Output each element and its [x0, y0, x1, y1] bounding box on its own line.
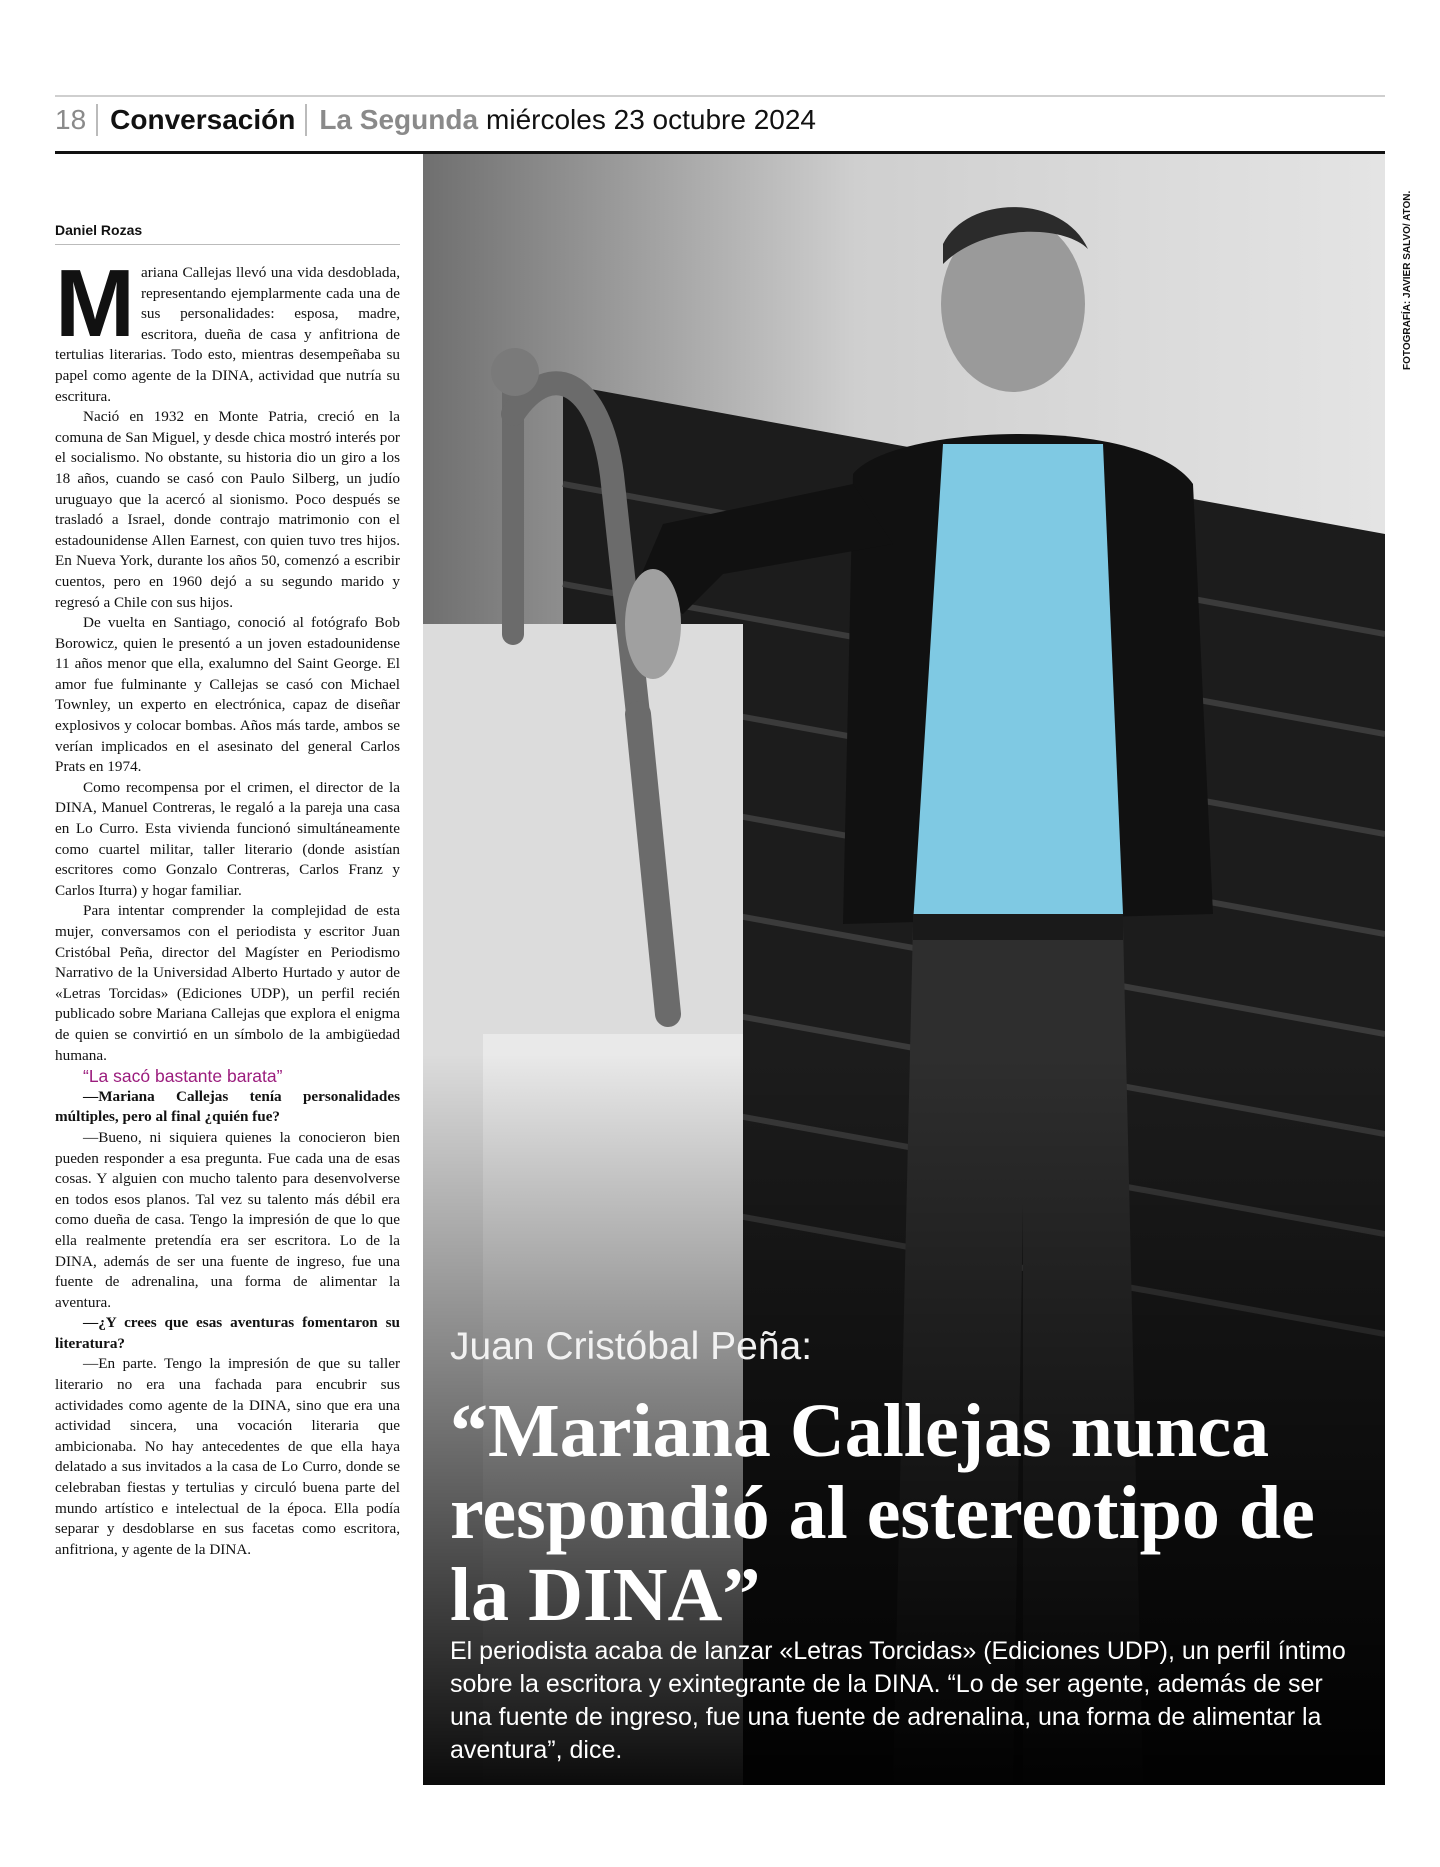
page-number: 18 — [55, 104, 98, 136]
masthead — [55, 100, 816, 140]
article-paragraph: Mariana Callejas llevó una vida desdoblada, representando ejemplarmente cada una de sus personalidades: esposa, madre, escritora, dueña de casa y anfitriona de tertulias literarias. Todo esto, mientras desempeñaba su papel como agente de la DINA, actividad que nutría su escritura. — [55, 250, 400, 405]
article-body — [55, 250, 400, 1560]
section-name: Conversación — [98, 104, 307, 136]
interview-answer: —En parte. Tengo la impresión de que su taller literario no era una fachada para encubrir sus actividades como agente de la DINA, sino que era una actividad sincera, una vocación literaria que ambicionaba. No hay antecedentes de que ella haya delatado a sus invitados a la casa de Lo Curro, donde se celebraban fiestas y tertulias y circuló buena parte del mundo artístico e intelectual de la época. Ella podía separar y desdoblarse en sus facetas como escritora, anfitriona, y agente de la DINA. — [55, 1355, 400, 1558]
dropcap: M — [55, 250, 135, 357]
subhead: “La sacó bastante barata” — [83, 1066, 283, 1087]
interview-question: —Mariana Callejas tenía personalidades múltiples, pero al final ¿quién fue? — [55, 1087, 400, 1126]
newspaper-name: La Segunda — [319, 104, 479, 135]
interview-question: —¿Y crees que esas aventuras fomentaron su literatura? — [55, 1314, 400, 1352]
top-rule — [55, 95, 1385, 97]
article-paragraph: De vuelta en Santiago, conoció al fotógrafo Bob Borowicz, quien le presentó a un joven estadounidense 11 años menor que ella, exalumno del Saint George. El amor fue fulminante y Callejas se casó con Michael Townley, un experto en electrónica, capaz de diseñar explosivos y colocar bombas. Años más tarde, ambos se verían implicados en el asesinato del general Carlos Prats en 1974. — [55, 614, 400, 776]
headline-kicker: Juan Cristóbal Peña: — [450, 1325, 813, 1368]
photo-credit: FOTOGRAFÍA: JAVIER SALVO/ ATON. — [1402, 190, 1413, 370]
interview-answer: —Bueno, ni siquiera quienes la conocieron bien pueden responder a esa pregunta. Fue cada una de esas cosas. Y alguien con mucho talento para desenvolverse en todos esos planos. Tal vez su talento más débil era como dueña de casa. Tengo la impresión de que lo que ella realmente pretendía era ser escritora. Lo de la DINA, además de ser una fuente de ingreso, fue una fuente de adrenalina, una forma de alimentar la aventura. — [55, 1128, 400, 1311]
article-paragraph: Para intentar comprender la complejidad de esta mujer, conversamos con el periodista y escritor Juan Cristóbal Peña, director del Magíster en Periodismo Narrativo de la Universidad Alberto Hurtado y autor de «Letras Torcidas» (Ediciones UDP), un perfil recién publicado sobre Mariana Callejas que explora el enigma de quien se convirtió en un símbolo de la ambigüedad humana. — [55, 902, 400, 1064]
deck: El periodista acaba de lanzar «Letras Torcidas» (Ediciones UDP), un perfil íntimo sobre la escritora y exintegrante de la DINA. “Lo de ser agente, además de ser una fuente de ingreso, fue una fuente de adrenalina, una forma de alimentar la aventura”, dice. — [450, 1637, 1346, 1764]
issue-date: miércoles 23 octubre 2024 — [486, 104, 817, 135]
byline: Daniel Rozas — [55, 222, 400, 245]
article-paragraph: Como recompensa por el crimen, el director de la DINA, Manuel Contreras, le regaló a la pareja una casa en Lo Curro. Esta vivienda funcionó simultáneamente como cuartel militar, taller literario (donde asistían escritores como Gonzalo Contreras, Carlos Franz y Carlos Iturra) y hogar familiar. — [55, 778, 400, 899]
article-paragraph: Nació en 1932 en Monte Patria, creció en la comuna de San Miguel, y desde chica mostró interés por el socialismo. No obstante, su historia dio un giro a los 18 años, cuando se casó con Paulo Silberg, un judío uruguayo que la acercó al sionismo. Poco después se trasladó a Israel, donde contrajo matrimonio con el estadounidense Allen Earnest, con quien tuvo tres hijos. En Nueva York, durante los años 50, comenzó a escribir cuentos, pero en 1960 dejó a su segundo marido y regresó a Chile con sus hijos. — [55, 408, 400, 611]
headline: “Mariana Callejas nunca respondió al estereotipo de la DINA” — [450, 1389, 1315, 1637]
